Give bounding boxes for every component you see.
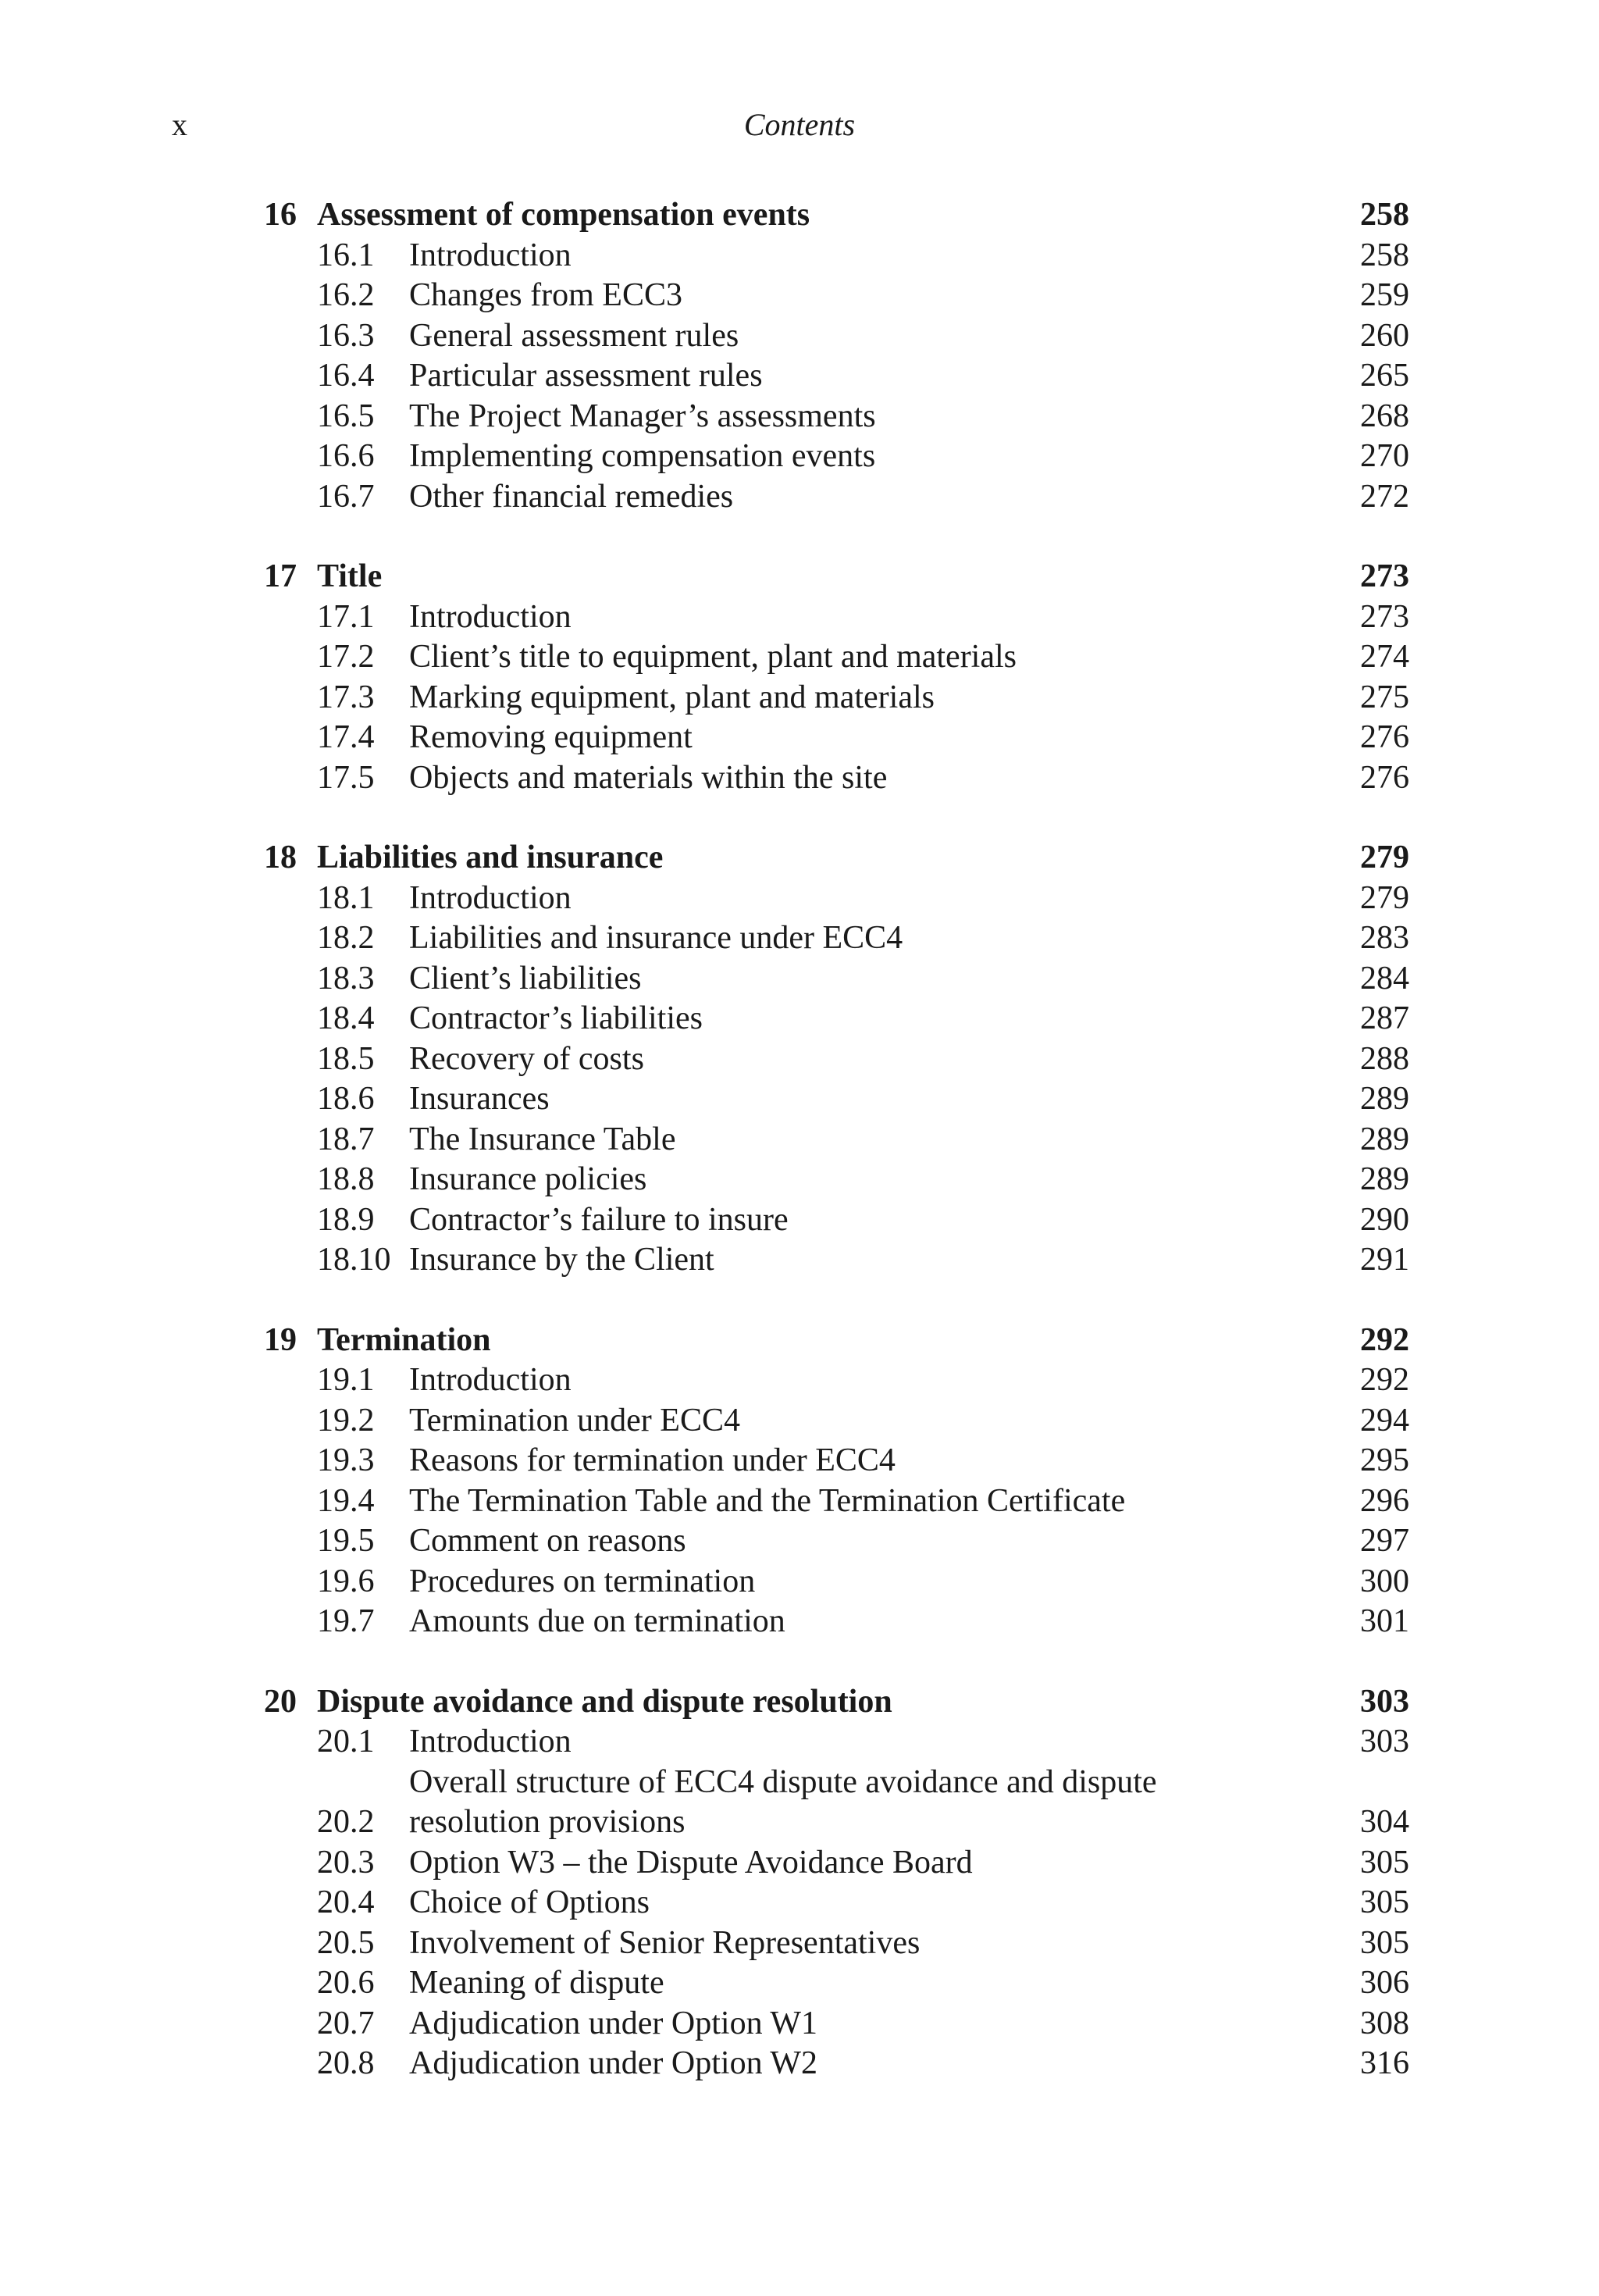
section-title-line: Particular assessment rules — [409, 358, 763, 394]
section-page: 268 — [1360, 398, 1409, 434]
section-title-line: Implementing compensation events — [409, 438, 876, 474]
section-title-line: The Insurance Table — [409, 1121, 676, 1157]
section-title — [409, 1763, 1316, 1843]
section-number: 19.7 — [317, 1603, 375, 1639]
section-page: 303 — [1360, 1724, 1409, 1759]
section-number: 19.5 — [317, 1523, 375, 1559]
section-number: 18.9 — [317, 1201, 375, 1238]
toc-entry — [264, 959, 1409, 1000]
section-page: 276 — [1360, 759, 1409, 796]
section-title-line: Introduction — [409, 237, 572, 273]
section-title-line: Insurance by the Client — [409, 1242, 714, 1278]
section-title — [409, 758, 1316, 799]
toc-entry — [264, 236, 1409, 276]
table-of-contents — [264, 195, 1409, 2124]
section-title — [409, 1923, 1316, 1964]
section-page: 276 — [1360, 719, 1409, 755]
toc-entry — [264, 758, 1409, 799]
section-title — [409, 1521, 1316, 1562]
section-page: 294 — [1360, 1402, 1409, 1439]
chapter-title: Termination — [317, 1321, 491, 1358]
section-number: 17.4 — [317, 719, 375, 755]
section-number: 20.8 — [317, 2045, 375, 2081]
section-page: 292 — [1360, 1362, 1409, 1398]
section-page: 265 — [1360, 358, 1409, 394]
section-number: 18.3 — [317, 960, 375, 996]
section-number: 16.7 — [317, 478, 375, 515]
chapter-page: 258 — [1360, 197, 1409, 233]
section-page: 300 — [1360, 1563, 1409, 1599]
section-title — [409, 959, 1316, 1000]
toc-entry — [264, 1360, 1409, 1401]
section-title-line: Choice of Options — [409, 1884, 650, 1920]
section-title-line: Reasons for termination under ECC4 — [409, 1442, 896, 1478]
chapter-heading — [264, 1682, 1409, 1723]
chapter-page: 292 — [1360, 1321, 1409, 1358]
section-number: 18.6 — [317, 1081, 375, 1117]
toc-entry — [264, 1441, 1409, 1481]
section-page: 259 — [1360, 277, 1409, 313]
section-page: 279 — [1360, 879, 1409, 916]
section-title-line: Introduction — [409, 1362, 572, 1398]
section-title-line: Introduction — [409, 879, 572, 916]
section-number: 20.5 — [317, 1924, 375, 1961]
section-title — [409, 276, 1316, 316]
chapter-number: 16 — [264, 197, 297, 233]
section-title-line: Insurances — [409, 1081, 550, 1117]
toc-entry — [264, 276, 1409, 316]
section-title-line: Introduction — [409, 598, 572, 635]
section-page: 274 — [1360, 639, 1409, 675]
section-title — [409, 1079, 1316, 1120]
section-number: 17.5 — [317, 759, 375, 796]
toc-entry — [264, 477, 1409, 518]
section-page: 306 — [1360, 1965, 1409, 2001]
section-title — [409, 1200, 1316, 1241]
section-number: 17.1 — [317, 598, 375, 635]
chapter-page: 303 — [1360, 1683, 1409, 1720]
section-page: 301 — [1360, 1603, 1409, 1639]
section-title — [409, 637, 1316, 678]
section-page: 305 — [1360, 1924, 1409, 1961]
chapter-heading — [264, 557, 1409, 597]
section-page: 297 — [1360, 1523, 1409, 1559]
chapter-page: 273 — [1360, 558, 1409, 594]
section-page: 288 — [1360, 1040, 1409, 1077]
section-number: 20.7 — [317, 2005, 375, 2041]
section-title-line: Removing equipment — [409, 719, 693, 755]
toc-entry — [264, 637, 1409, 678]
section-title — [409, 999, 1316, 1039]
section-number: 17.3 — [317, 679, 375, 715]
section-number: 16.6 — [317, 438, 375, 474]
section-number: 20.1 — [317, 1724, 375, 1759]
section-number: 18.4 — [317, 1000, 375, 1036]
section-title-line: The Project Manager’s assessments — [409, 398, 876, 434]
section-title-line: Objects and materials within the site — [409, 759, 888, 796]
section-page: 289 — [1360, 1121, 1409, 1157]
toc-entry — [264, 1079, 1409, 1120]
toc-entry — [264, 437, 1409, 477]
toc-chapter-19 — [264, 1321, 1409, 1642]
section-page: 270 — [1360, 438, 1409, 474]
section-title — [409, 1963, 1316, 2004]
toc-entry — [264, 1160, 1409, 1200]
toc-entry — [264, 1039, 1409, 1080]
toc-chapter-17 — [264, 557, 1409, 798]
toc-entry — [264, 879, 1409, 919]
chapter-heading — [264, 195, 1409, 236]
toc-entry — [264, 1401, 1409, 1442]
section-title — [409, 1160, 1316, 1200]
toc-entry — [264, 718, 1409, 758]
section-title-line: Procedures on termination — [409, 1563, 756, 1599]
section-number: 16.2 — [317, 277, 375, 313]
section-title-line: Marking equipment, plant and materials — [409, 679, 935, 715]
toc-entry — [264, 1562, 1409, 1603]
section-title — [409, 718, 1316, 758]
section-number: 18.5 — [317, 1040, 375, 1077]
toc-entry — [264, 999, 1409, 1039]
section-title-line: Client’s title to equipment, plant and materials — [409, 639, 1017, 675]
section-title-line: Other financial remedies — [409, 478, 734, 515]
section-title-line: Insurance policies — [409, 1161, 647, 1197]
section-title — [409, 879, 1316, 919]
section-page: 284 — [1360, 960, 1409, 996]
section-page: 273 — [1360, 598, 1409, 635]
section-page: 260 — [1360, 317, 1409, 354]
toc-entry — [264, 1602, 1409, 1642]
section-title-line: Changes from ECC3 — [409, 277, 682, 313]
section-title-line: General assessment rules — [409, 317, 739, 354]
section-title — [409, 1883, 1316, 1923]
section-title — [409, 597, 1316, 638]
section-title — [409, 437, 1316, 477]
section-title-line: Overall structure of ECC4 dispute avoidance and dispute — [409, 1763, 1157, 1800]
chapter-number: 19 — [264, 1321, 297, 1358]
section-title — [409, 918, 1316, 959]
section-title-line: Client’s liabilities — [409, 960, 642, 996]
chapter-title: Assessment of compensation events — [317, 197, 810, 233]
section-page: 289 — [1360, 1081, 1409, 1117]
toc-entry — [264, 597, 1409, 638]
toc-entry — [264, 2044, 1409, 2084]
section-number: 20.2 — [317, 1804, 375, 1840]
section-title — [409, 2004, 1316, 2045]
toc-chapter-18 — [264, 838, 1409, 1281]
toc-entry — [264, 1843, 1409, 1884]
section-title — [409, 316, 1316, 357]
chapter-title: Dispute avoidance and dispute resolution — [317, 1683, 892, 1720]
section-title — [409, 1120, 1316, 1160]
section-page: 308 — [1360, 2005, 1409, 2041]
running-head: Contents — [743, 107, 856, 142]
section-page: 295 — [1360, 1442, 1409, 1478]
section-title — [409, 356, 1316, 397]
chapter-heading — [264, 838, 1409, 879]
section-page: 290 — [1360, 1201, 1409, 1238]
section-page: 296 — [1360, 1482, 1409, 1519]
section-title — [409, 477, 1316, 518]
toc-entry — [264, 678, 1409, 718]
section-number: 16.3 — [317, 317, 375, 354]
toc-entry — [264, 1481, 1409, 1522]
section-title-line: Amounts due on termination — [409, 1603, 785, 1639]
section-title — [409, 1039, 1316, 1080]
toc-chapter-16 — [264, 195, 1409, 517]
section-page: 258 — [1360, 237, 1409, 273]
section-number: 20.6 — [317, 1965, 375, 2001]
section-number: 18.10 — [317, 1242, 391, 1278]
section-title-line: Meaning of dispute — [409, 1965, 664, 2001]
section-number: 19.1 — [317, 1362, 375, 1398]
toc-entry — [264, 1722, 1409, 1763]
toc-entry — [264, 1963, 1409, 2004]
toc-entry — [264, 1521, 1409, 1562]
section-page: 272 — [1360, 478, 1409, 515]
section-title-line: Contractor’s failure to insure — [409, 1201, 789, 1238]
section-number: 19.4 — [317, 1482, 375, 1519]
section-page: 291 — [1360, 1242, 1409, 1278]
section-title — [409, 1360, 1316, 1401]
toc-entry — [264, 1240, 1409, 1281]
section-title — [409, 1441, 1316, 1481]
toc-entry — [264, 918, 1409, 959]
section-number: 19.6 — [317, 1563, 375, 1599]
toc-entry — [264, 356, 1409, 397]
section-number: 17.2 — [317, 639, 375, 675]
section-number: 16.4 — [317, 358, 375, 394]
section-title — [409, 1481, 1316, 1522]
toc-entry — [264, 1883, 1409, 1923]
section-title-line: Contractor’s liabilities — [409, 1000, 703, 1036]
section-title — [409, 1401, 1316, 1442]
section-title — [409, 1602, 1316, 1642]
section-title-line: Introduction — [409, 1724, 572, 1759]
section-title-line: Comment on reasons — [409, 1523, 686, 1559]
page-number: x — [172, 107, 187, 142]
section-title-line: Termination under ECC4 — [409, 1402, 740, 1439]
section-page: 316 — [1360, 2045, 1409, 2081]
chapter-heading — [264, 1321, 1409, 1361]
section-page: 304 — [1360, 1804, 1409, 1840]
section-title — [409, 1843, 1316, 1884]
chapter-number: 20 — [264, 1683, 297, 1720]
section-number: 18.1 — [317, 879, 375, 916]
section-title — [409, 678, 1316, 718]
section-page: 275 — [1360, 679, 1409, 715]
section-title-line: resolution provisions — [409, 1804, 686, 1840]
section-number: 19.3 — [317, 1442, 375, 1478]
section-number: 16.5 — [317, 398, 375, 434]
section-title-line: Adjudication under Option W1 — [409, 2005, 817, 2041]
section-page: 289 — [1360, 1161, 1409, 1197]
section-number: 20.4 — [317, 1884, 375, 1920]
chapter-title: Liabilities and insurance — [317, 840, 664, 875]
section-title-line: Recovery of costs — [409, 1040, 644, 1077]
section-number: 19.2 — [317, 1402, 375, 1439]
chapter-number: 18 — [264, 840, 297, 875]
toc-entry — [264, 397, 1409, 437]
section-title — [409, 1722, 1316, 1763]
toc-entry — [264, 2004, 1409, 2045]
section-number: 18.7 — [317, 1121, 375, 1157]
section-title-line: Involvement of Senior Representatives — [409, 1924, 921, 1961]
chapter-title: Title — [317, 558, 383, 594]
toc-entry — [264, 1923, 1409, 1964]
toc-entry — [264, 316, 1409, 357]
section-title-line: Liabilities and insurance under ECC4 — [409, 920, 903, 956]
section-page: 305 — [1360, 1884, 1409, 1920]
chapter-page: 279 — [1360, 840, 1409, 875]
toc-entry — [264, 1763, 1409, 1843]
section-title — [409, 236, 1316, 276]
section-title — [409, 397, 1316, 437]
chapter-number: 17 — [264, 558, 297, 594]
section-page: 283 — [1360, 920, 1409, 956]
section-number: 16.1 — [317, 237, 375, 273]
section-title — [409, 2044, 1316, 2084]
section-number: 20.3 — [317, 1844, 375, 1881]
section-title-line: Option W3 – the Dispute Avoidance Board — [409, 1844, 973, 1881]
section-title-line: The Termination Table and the Termination Certificate — [409, 1482, 1126, 1519]
section-title-line: Adjudication under Option W2 — [409, 2045, 817, 2081]
toc-entry — [264, 1200, 1409, 1241]
section-title — [409, 1240, 1316, 1281]
toc-chapter-20 — [264, 1682, 1409, 2084]
section-number: 18.8 — [317, 1161, 375, 1197]
section-title — [409, 1562, 1316, 1603]
section-number: 18.2 — [317, 920, 375, 956]
section-page: 287 — [1360, 1000, 1409, 1036]
toc-entry — [264, 1120, 1409, 1160]
section-page: 305 — [1360, 1844, 1409, 1881]
